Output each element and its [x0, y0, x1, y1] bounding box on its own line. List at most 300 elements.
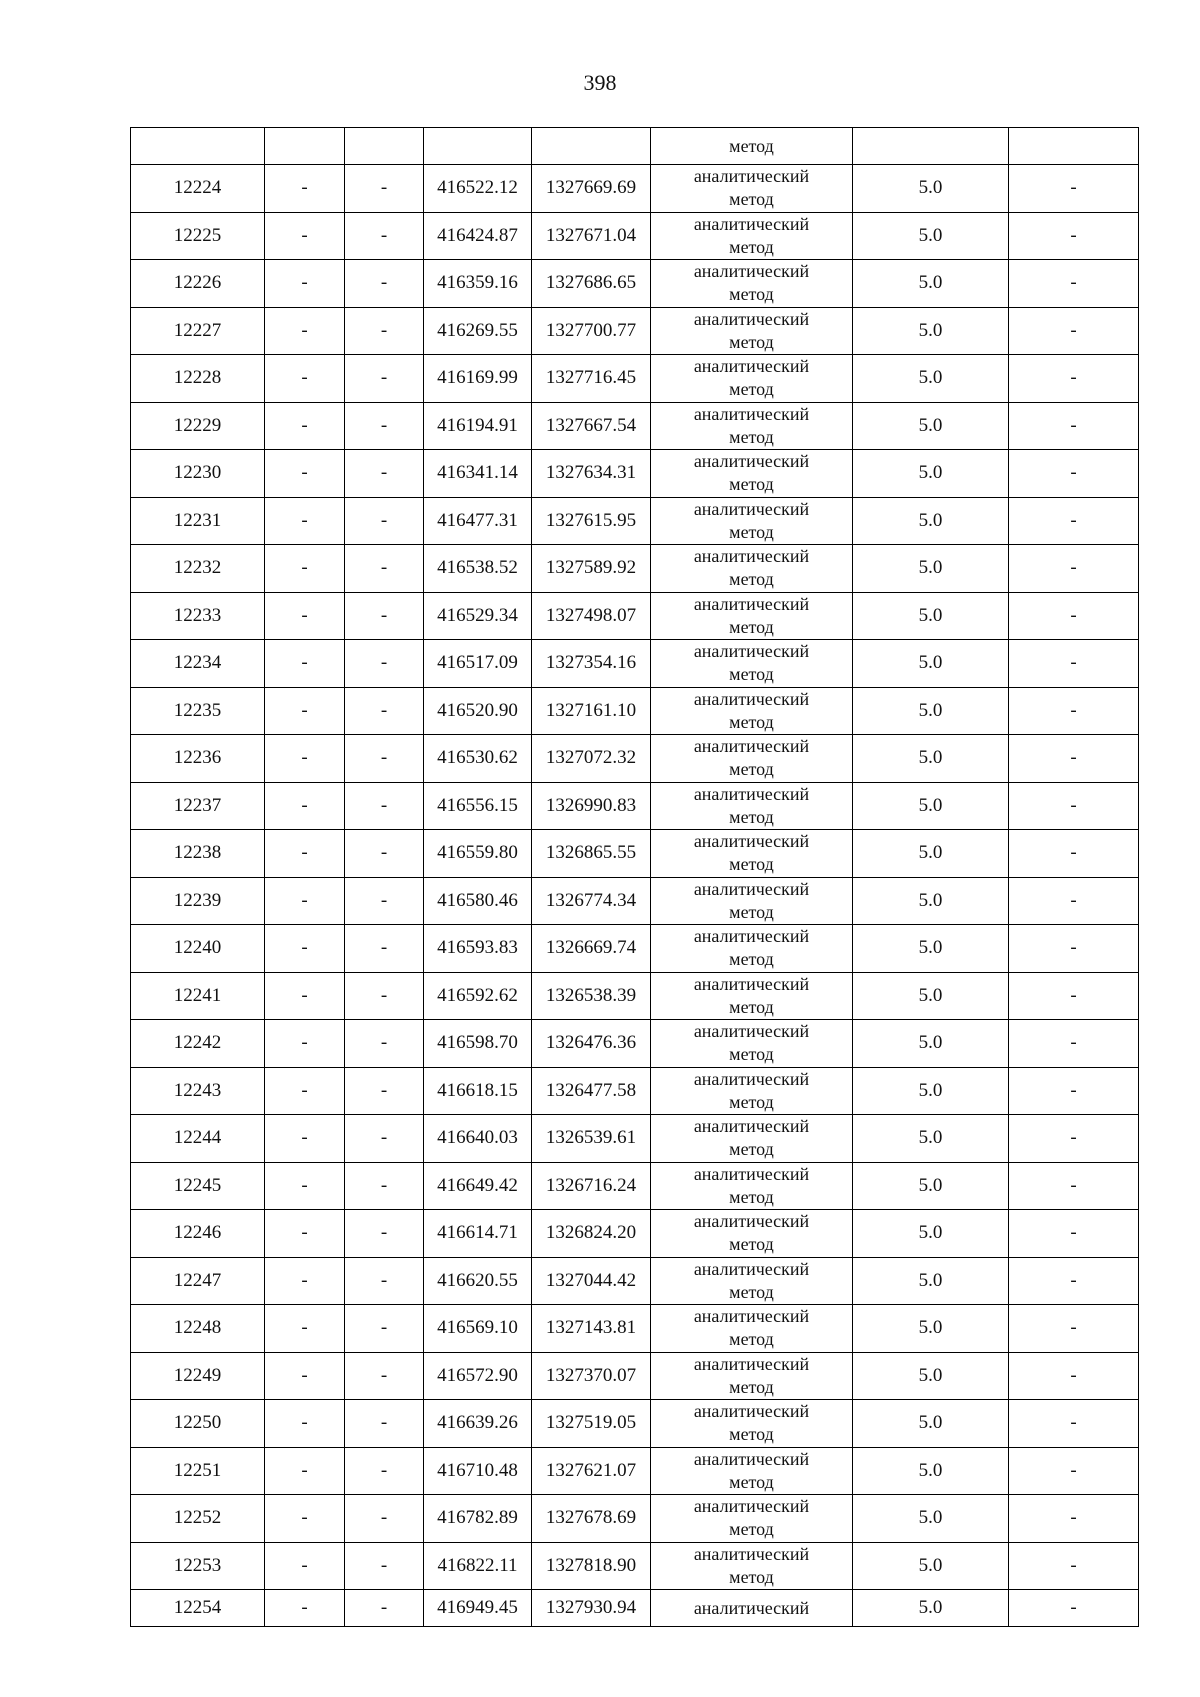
dash-cell: - — [1009, 1115, 1139, 1163]
method-line: аналитический — [693, 1163, 810, 1184]
y-coordinate-cell: 1327716.45 — [532, 355, 651, 403]
y-coordinate-cell: 1326477.58 — [532, 1067, 651, 1115]
dash-cell: - — [1009, 972, 1139, 1020]
x-coordinate-cell: 416592.62 — [424, 972, 532, 1020]
dash-cell: - — [345, 497, 424, 545]
table-row — [131, 1020, 1139, 1068]
dash-cell: - — [1009, 1305, 1139, 1353]
method-cell — [651, 640, 853, 688]
y-coordinate-cell: 1327498.07 — [532, 592, 651, 640]
table-row — [131, 972, 1139, 1020]
dash-cell: - — [1009, 1257, 1139, 1305]
dash-cell: - — [345, 1020, 424, 1068]
y-coordinate-cell: 1327044.42 — [532, 1257, 651, 1305]
point-id-cell: 12249 — [131, 1352, 265, 1400]
accuracy-cell: 5.0 — [853, 1162, 1009, 1210]
dash-cell: - — [265, 972, 345, 1020]
point-id-cell: 12242 — [131, 1020, 265, 1068]
point-id-cell: 12245 — [131, 1162, 265, 1210]
table-row — [131, 165, 1139, 213]
dash-cell: - — [345, 592, 424, 640]
dash-cell: - — [1009, 1162, 1139, 1210]
dash-cell: - — [265, 1400, 345, 1448]
dash-cell: - — [1009, 260, 1139, 308]
table-row — [131, 1067, 1139, 1115]
accuracy-cell: 5.0 — [853, 450, 1009, 498]
dash-cell: - — [265, 640, 345, 688]
method-line: метод — [729, 949, 774, 970]
dash-cell: - — [1009, 402, 1139, 450]
y-coordinate-cell: 1327519.05 — [532, 1400, 651, 1448]
y-coordinate-cell: 1326476.36 — [532, 1020, 651, 1068]
y-coordinate-cell: 1327818.90 — [532, 1542, 651, 1590]
table-row — [131, 687, 1139, 735]
y-coordinate-cell: 1326716.24 — [532, 1162, 651, 1210]
point-id-cell: 12232 — [131, 545, 265, 593]
accuracy-cell: 5.0 — [853, 640, 1009, 688]
method-line: аналитический — [693, 1496, 810, 1517]
dash-cell: - — [265, 545, 345, 593]
dash-cell: - — [1009, 735, 1139, 783]
dash-cell: - — [345, 1115, 424, 1163]
accuracy-cell: 5.0 — [853, 830, 1009, 878]
method-line: метод — [729, 1329, 774, 1350]
table-row — [131, 1305, 1139, 1353]
dash-cell: - — [265, 1115, 345, 1163]
accuracy-cell: 5.0 — [853, 1495, 1009, 1543]
dash-cell: - — [345, 640, 424, 688]
method-line: аналитический — [693, 451, 810, 472]
method-line: метод — [729, 284, 774, 305]
dash-cell: - — [345, 1257, 424, 1305]
y-coordinate-cell: 1327700.77 — [532, 307, 651, 355]
table-row — [131, 1447, 1139, 1495]
accuracy-cell: 5.0 — [853, 355, 1009, 403]
y-coordinate-cell: 1326539.61 — [532, 1115, 651, 1163]
method-cell — [651, 165, 853, 213]
table-row — [131, 1162, 1139, 1210]
method-cell — [651, 1447, 853, 1495]
dash-cell: - — [1009, 1020, 1139, 1068]
dash-cell: - — [345, 450, 424, 498]
dash-cell: - — [265, 592, 345, 640]
method-line: аналитический — [693, 926, 810, 947]
method-cell — [651, 877, 853, 925]
method-line: аналитический — [693, 261, 810, 282]
accuracy-cell: 5.0 — [853, 260, 1009, 308]
method-cell — [651, 1305, 853, 1353]
point-id-cell: 12238 — [131, 830, 265, 878]
table-row — [131, 402, 1139, 450]
table-row — [131, 640, 1139, 688]
point-id-cell: 12233 — [131, 592, 265, 640]
table-row — [131, 735, 1139, 783]
dash-cell: - — [1009, 1210, 1139, 1258]
method-line: аналитический — [693, 1353, 810, 1374]
table-row — [131, 1115, 1139, 1163]
page-number: 398 — [583, 70, 617, 95]
method-line: метод — [729, 996, 774, 1017]
y-coordinate-cell: 1327930.94 — [532, 1590, 651, 1627]
method-line: метод — [729, 806, 774, 827]
method-line: аналитический — [693, 546, 810, 567]
method-cell — [651, 1495, 853, 1543]
method-line: аналитический — [693, 498, 810, 519]
method-cell — [651, 925, 853, 973]
dash-cell: - — [265, 165, 345, 213]
dash-cell: - — [265, 1542, 345, 1590]
table-row — [131, 355, 1139, 403]
dash-cell: - — [345, 925, 424, 973]
table-row — [131, 307, 1139, 355]
point-id-cell: 12229 — [131, 402, 265, 450]
dash-cell: - — [345, 355, 424, 403]
method-line: метод — [729, 759, 774, 780]
point-id-cell: 12224 — [131, 165, 265, 213]
accuracy-cell: 5.0 — [853, 402, 1009, 450]
method-cell — [651, 972, 853, 1020]
y-coordinate-cell: 1326990.83 — [532, 782, 651, 830]
method-cell — [651, 307, 853, 355]
x-coordinate-cell: 416822.11 — [424, 1542, 532, 1590]
method-line: метод — [729, 1044, 774, 1065]
method-line: аналитический — [693, 973, 810, 994]
method-line: метод — [729, 1186, 774, 1207]
accuracy-cell: 5.0 — [853, 925, 1009, 973]
table-row — [131, 925, 1139, 973]
dash-cell: - — [265, 1590, 345, 1627]
dash-cell: - — [345, 735, 424, 783]
point-id-cell: 12227 — [131, 307, 265, 355]
accuracy-cell: 5.0 — [853, 165, 1009, 213]
table-row — [131, 1257, 1139, 1305]
method-cell — [651, 1257, 853, 1305]
x-coordinate-cell: 416618.15 — [424, 1067, 532, 1115]
x-coordinate-cell: 416949.45 — [424, 1590, 532, 1627]
dash-cell: - — [1009, 782, 1139, 830]
table-row — [131, 128, 1139, 165]
accuracy-cell: 5.0 — [853, 1400, 1009, 1448]
dash-cell: - — [265, 260, 345, 308]
dash-cell: - — [265, 830, 345, 878]
method-line: метод — [729, 236, 774, 257]
method-line: аналитический — [693, 308, 810, 329]
dash-cell: - — [265, 782, 345, 830]
dash-cell: - — [265, 1305, 345, 1353]
accuracy-cell: 5.0 — [853, 212, 1009, 260]
x-coordinate-cell: 416782.89 — [424, 1495, 532, 1543]
dash-cell: - — [265, 212, 345, 260]
point-id-cell: 12244 — [131, 1115, 265, 1163]
dash-cell: - — [1009, 1400, 1139, 1448]
table-row — [131, 1495, 1139, 1543]
x-coordinate-cell: 416639.26 — [424, 1400, 532, 1448]
method-line: аналитический — [693, 166, 810, 187]
method-line: метод — [729, 1281, 774, 1302]
x-coordinate-cell: 416359.16 — [424, 260, 532, 308]
table-row — [131, 497, 1139, 545]
y-coordinate-cell: 1326669.74 — [532, 925, 651, 973]
x-coordinate-cell: 416529.34 — [424, 592, 532, 640]
method-line: аналитический — [693, 1021, 810, 1042]
method-line: аналитический — [693, 878, 810, 899]
dash-cell: - — [1009, 1590, 1139, 1627]
dash-cell: - — [345, 1447, 424, 1495]
dash-cell: - — [1009, 1067, 1139, 1115]
dash-cell: - — [345, 1305, 424, 1353]
dash-cell: - — [1009, 592, 1139, 640]
point-id-cell: 12243 — [131, 1067, 265, 1115]
method-cell — [651, 1210, 853, 1258]
point-id-cell: 12230 — [131, 450, 265, 498]
dash-cell: - — [1009, 830, 1139, 878]
method-line: метод — [729, 901, 774, 922]
method-line: аналитический — [693, 1401, 810, 1422]
dash-cell: - — [265, 307, 345, 355]
accuracy-cell: 5.0 — [853, 592, 1009, 640]
point-id-cell: 12246 — [131, 1210, 265, 1258]
method-cell — [651, 450, 853, 498]
method-cell — [651, 1115, 853, 1163]
x-coordinate-cell: 416269.55 — [424, 307, 532, 355]
accuracy-cell: 5.0 — [853, 1542, 1009, 1590]
dash-cell: - — [345, 972, 424, 1020]
dash-cell: - — [345, 402, 424, 450]
method-line: метод — [729, 1519, 774, 1540]
point-id-cell: 12236 — [131, 735, 265, 783]
method-line: метод — [729, 664, 774, 685]
method-cell: метод — [651, 128, 853, 165]
accuracy-cell: 5.0 — [853, 1305, 1009, 1353]
method-line: аналитический — [693, 1543, 810, 1564]
accuracy-cell: 5.0 — [853, 1352, 1009, 1400]
method-line: аналитический — [693, 831, 810, 852]
point-id-cell: 12240 — [131, 925, 265, 973]
point-id-cell: 12254 — [131, 1590, 265, 1627]
method-cell — [651, 782, 853, 830]
point-id-cell: 12225 — [131, 212, 265, 260]
method-cell — [651, 830, 853, 878]
method-cell — [651, 1020, 853, 1068]
dash-cell: - — [1009, 687, 1139, 735]
dash-cell: - — [345, 1400, 424, 1448]
dash-cell: - — [265, 1162, 345, 1210]
point-id-cell: 12253 — [131, 1542, 265, 1590]
x-coordinate-cell: 416424.87 — [424, 212, 532, 260]
table-row — [131, 830, 1139, 878]
x-coordinate-cell: 416640.03 — [424, 1115, 532, 1163]
table-row — [131, 1210, 1139, 1258]
x-coordinate-cell: 416593.83 — [424, 925, 532, 973]
table-row — [131, 782, 1139, 830]
method-line: аналитический — [693, 1306, 810, 1327]
dash-cell: - — [1009, 165, 1139, 213]
y-coordinate-cell: 1326824.20 — [532, 1210, 651, 1258]
method-cell — [651, 545, 853, 593]
method-cell — [651, 1400, 853, 1448]
accuracy-cell: 5.0 — [853, 1447, 1009, 1495]
accuracy-cell: 5.0 — [853, 545, 1009, 593]
dash-cell: - — [265, 402, 345, 450]
table-row — [131, 1590, 1139, 1627]
accuracy-cell: 5.0 — [853, 497, 1009, 545]
dash-cell: - — [345, 307, 424, 355]
dash-cell: - — [1009, 1495, 1139, 1543]
point-id-cell: 12248 — [131, 1305, 265, 1353]
dash-cell: - — [265, 1067, 345, 1115]
method-line: метод — [729, 1091, 774, 1112]
dash-cell: - — [345, 1352, 424, 1400]
method-line: аналитический — [693, 213, 810, 234]
dash-cell: - — [345, 1495, 424, 1543]
dash-cell: - — [1009, 640, 1139, 688]
dash-cell: - — [345, 545, 424, 593]
point-id-cell: 12226 — [131, 260, 265, 308]
method-line: метод — [729, 189, 774, 210]
x-coordinate-cell: 416614.71 — [424, 1210, 532, 1258]
dash-cell: - — [345, 165, 424, 213]
method-cell — [651, 687, 853, 735]
accuracy-cell: 5.0 — [853, 972, 1009, 1020]
accuracy-cell: 5.0 — [853, 307, 1009, 355]
method-line: метод — [729, 1376, 774, 1397]
dash-cell: - — [1009, 450, 1139, 498]
dash-cell: - — [345, 782, 424, 830]
method-cell — [651, 1542, 853, 1590]
method-line: метод — [729, 1566, 774, 1587]
method-cell — [651, 497, 853, 545]
method-cell: аналитический — [651, 1590, 853, 1627]
accuracy-cell: 5.0 — [853, 1257, 1009, 1305]
x-coordinate-cell: 416620.55 — [424, 1257, 532, 1305]
accuracy-cell: 5.0 — [853, 1020, 1009, 1068]
dash-cell: - — [345, 830, 424, 878]
method-line: метод — [729, 1139, 774, 1160]
x-coordinate-cell: 416559.80 — [424, 830, 532, 878]
accuracy-cell: 5.0 — [853, 1210, 1009, 1258]
method-cell — [651, 402, 853, 450]
y-coordinate-cell: 1327621.07 — [532, 1447, 651, 1495]
method-cell — [651, 212, 853, 260]
dash-cell: - — [1009, 212, 1139, 260]
dash-cell: - — [1009, 1447, 1139, 1495]
method-cell — [651, 735, 853, 783]
dash-cell: - — [265, 1495, 345, 1543]
method-line: аналитический — [693, 1068, 810, 1089]
point-id-cell: 12250 — [131, 1400, 265, 1448]
method-line: метод — [729, 616, 774, 637]
method-cell — [651, 1162, 853, 1210]
method-line: аналитический — [693, 1211, 810, 1232]
table-row — [131, 450, 1139, 498]
point-id-cell: 12228 — [131, 355, 265, 403]
dash-cell: - — [265, 735, 345, 783]
method-line: метод — [729, 711, 774, 732]
method-cell — [651, 1352, 853, 1400]
x-coordinate-cell: 416649.42 — [424, 1162, 532, 1210]
dash-cell: - — [265, 497, 345, 545]
table-row — [131, 1400, 1139, 1448]
dash-cell: - — [265, 687, 345, 735]
method-line: метод — [729, 521, 774, 542]
x-coordinate-cell: 416522.12 — [424, 165, 532, 213]
y-coordinate-cell: 1326865.55 — [532, 830, 651, 878]
x-coordinate-cell: 416530.62 — [424, 735, 532, 783]
method-line: аналитический — [693, 403, 810, 424]
dash-cell: - — [1009, 497, 1139, 545]
method-line: метод — [729, 474, 774, 495]
y-coordinate-cell: 1327634.31 — [532, 450, 651, 498]
method-line: аналитический — [693, 736, 810, 757]
x-coordinate-cell: 416580.46 — [424, 877, 532, 925]
dash-cell: - — [265, 1020, 345, 1068]
y-coordinate-cell: 1327143.81 — [532, 1305, 651, 1353]
dash-cell: - — [265, 1352, 345, 1400]
point-id-cell: 12241 — [131, 972, 265, 1020]
method-line: метод — [729, 1424, 774, 1445]
x-coordinate-cell: 416520.90 — [424, 687, 532, 735]
dash-cell: - — [345, 212, 424, 260]
method-line: метод — [729, 1471, 774, 1492]
x-coordinate-cell: 416538.52 — [424, 545, 532, 593]
y-coordinate-cell: 1326774.34 — [532, 877, 651, 925]
y-coordinate-cell: 1327615.95 — [532, 497, 651, 545]
method-line: аналитический — [693, 593, 810, 614]
dash-cell: - — [265, 1447, 345, 1495]
method-line: аналитический — [693, 356, 810, 377]
point-id-cell: 12252 — [131, 1495, 265, 1543]
point-id-cell: 12231 — [131, 497, 265, 545]
method-line: метод — [729, 1234, 774, 1255]
dash-cell: - — [265, 355, 345, 403]
method-line: аналитический — [693, 783, 810, 804]
y-coordinate-cell: 1327669.69 — [532, 165, 651, 213]
point-id-cell: 12235 — [131, 687, 265, 735]
method-line: аналитический — [693, 688, 810, 709]
coordinates-table — [130, 127, 1139, 1627]
table-row — [131, 260, 1139, 308]
method-line: метод — [729, 379, 774, 400]
point-id-cell: 12251 — [131, 1447, 265, 1495]
y-coordinate-cell: 1326538.39 — [532, 972, 651, 1020]
y-coordinate-cell: 1327678.69 — [532, 1495, 651, 1543]
point-id-cell: 12237 — [131, 782, 265, 830]
method-line: аналитический — [693, 641, 810, 662]
method-line: аналитический — [693, 1258, 810, 1279]
method-cell — [651, 355, 853, 403]
method-line: метод — [729, 854, 774, 875]
accuracy-cell: 5.0 — [853, 735, 1009, 783]
point-id-cell: 12239 — [131, 877, 265, 925]
dash-cell: - — [1009, 545, 1139, 593]
method-cell — [651, 592, 853, 640]
x-coordinate-cell: 416710.48 — [424, 1447, 532, 1495]
method-line: аналитический — [693, 1448, 810, 1469]
accuracy-cell: 5.0 — [853, 1067, 1009, 1115]
x-coordinate-cell: 416572.90 — [424, 1352, 532, 1400]
dash-cell: - — [1009, 877, 1139, 925]
method-line: метод — [729, 569, 774, 590]
y-coordinate-cell: 1327671.04 — [532, 212, 651, 260]
dash-cell: - — [1009, 307, 1139, 355]
dash-cell: - — [345, 687, 424, 735]
dash-cell: - — [1009, 1352, 1139, 1400]
y-coordinate-cell: 1327161.10 — [532, 687, 651, 735]
dash-cell: - — [345, 877, 424, 925]
dash-cell: - — [345, 1067, 424, 1115]
x-coordinate-cell: 416194.91 — [424, 402, 532, 450]
dash-cell: - — [1009, 925, 1139, 973]
